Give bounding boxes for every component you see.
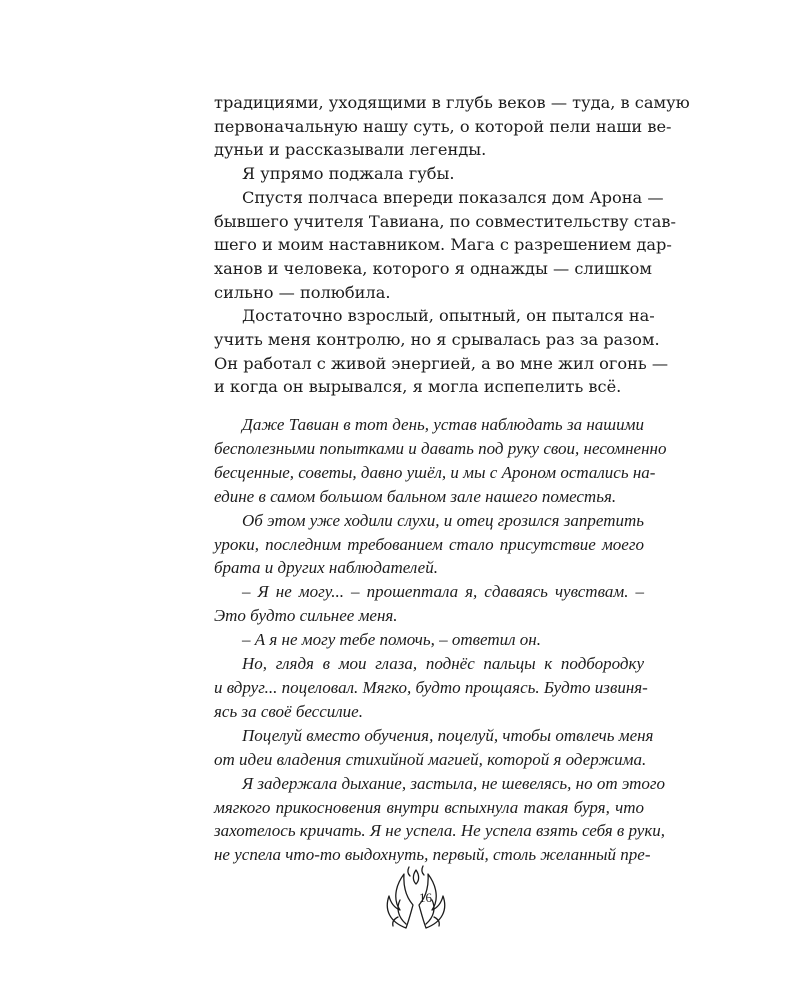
paragraph bbox=[214, 652, 648, 724]
text-line: дуньи и рассказывали легенды. bbox=[214, 140, 487, 160]
text-line: и вдруг... поцеловал. Мягко, будто прощаясь. Будто извиня- bbox=[214, 677, 648, 697]
paragraph bbox=[214, 628, 644, 652]
text-line: ясь за своё бессилие. bbox=[214, 701, 363, 721]
text-line: – А я не могу тебе помочь, – ответил он. bbox=[242, 630, 541, 650]
text-line: мягкого прикосновения внутри вспыхнула такая буря, что bbox=[214, 797, 644, 817]
paragraph bbox=[214, 413, 667, 509]
text-line: традициями, уходящими в глубь веков — туда, в самую bbox=[214, 93, 690, 112]
text-line: первоначальную нашу суть, о которой пели наши ве- bbox=[214, 116, 672, 136]
text-line: Даже Тавиан в тот день, устав наблюдать за нашими bbox=[242, 415, 644, 434]
text-line: Об этом уже ходили слухи, и отец грозился запретить bbox=[242, 510, 644, 530]
text-line: захотелось кричать. Я не успела. Не успела взять себя в руки, bbox=[214, 821, 666, 841]
paragraph bbox=[214, 509, 644, 581]
upright-text-block bbox=[214, 91, 690, 399]
text-line: брата и других наблюдателей. bbox=[214, 558, 438, 578]
text-line: бывшего учителя Тавиана, по совместительству став- bbox=[214, 211, 676, 231]
text-line: Достаточно взрослый, опытный, он пытался на- bbox=[242, 306, 655, 326]
italic-text-block bbox=[214, 413, 667, 867]
paragraph bbox=[214, 162, 644, 186]
page-number: 16 bbox=[419, 890, 432, 905]
fire-ornament-icon bbox=[376, 862, 456, 932]
text-line: Это будто сильнее меня. bbox=[214, 606, 398, 626]
paragraph bbox=[214, 580, 644, 628]
paragraph bbox=[214, 304, 669, 399]
paragraph bbox=[214, 772, 666, 868]
paragraph bbox=[214, 91, 690, 162]
text-line: Поцелуй вместо обучения, поцелуй, чтобы отвлечь меня bbox=[242, 725, 654, 745]
text-line: бесполезными попытками и давать под руку свои, несомненно bbox=[214, 438, 667, 458]
text-line: и когда он вырывался, я могла испепелить всё. bbox=[214, 377, 622, 397]
text-line: ханов и человека, которого я однажды — слишком bbox=[214, 258, 652, 278]
text-line: Он работал с живой энергией, а во мне жил огонь — bbox=[214, 353, 669, 373]
text-line: уроки, последним требованием стало присутствие моего bbox=[214, 534, 644, 554]
text-line: от идеи владения стихийной магией, которой я одержима. bbox=[214, 749, 647, 769]
text-line: сильно — полюбила. bbox=[214, 282, 391, 302]
paragraph bbox=[214, 186, 676, 305]
paragraph bbox=[214, 724, 654, 772]
text-line: бесценные, советы, давно ушёл, и мы с Ароном остались на- bbox=[214, 462, 656, 482]
text-line: едине в самом большом бальном зале нашего поместья. bbox=[214, 486, 617, 506]
text-line: шего и моим наставником. Мага с разрешением дар- bbox=[214, 235, 672, 255]
text-line: Я упрямо поджала губы. bbox=[242, 164, 455, 184]
text-line: Я задержала дыхание, застыла, не шевелясь, но от этого bbox=[242, 773, 666, 793]
text-line: Спустя полчаса впереди показался дом Арона — bbox=[242, 187, 664, 207]
text-line: Но, глядя в мои глаза, поднёс пальцы к подбородку bbox=[242, 654, 644, 674]
text-line: учить меня контролю, но я срывалась раз за разом. bbox=[214, 330, 660, 350]
text-line: не успела что-то выдохнуть, первый, столь желанный пре- bbox=[214, 845, 651, 865]
text-line: – Я не могу... – прошептала я, сдаваясь чувствам. – bbox=[242, 582, 644, 602]
